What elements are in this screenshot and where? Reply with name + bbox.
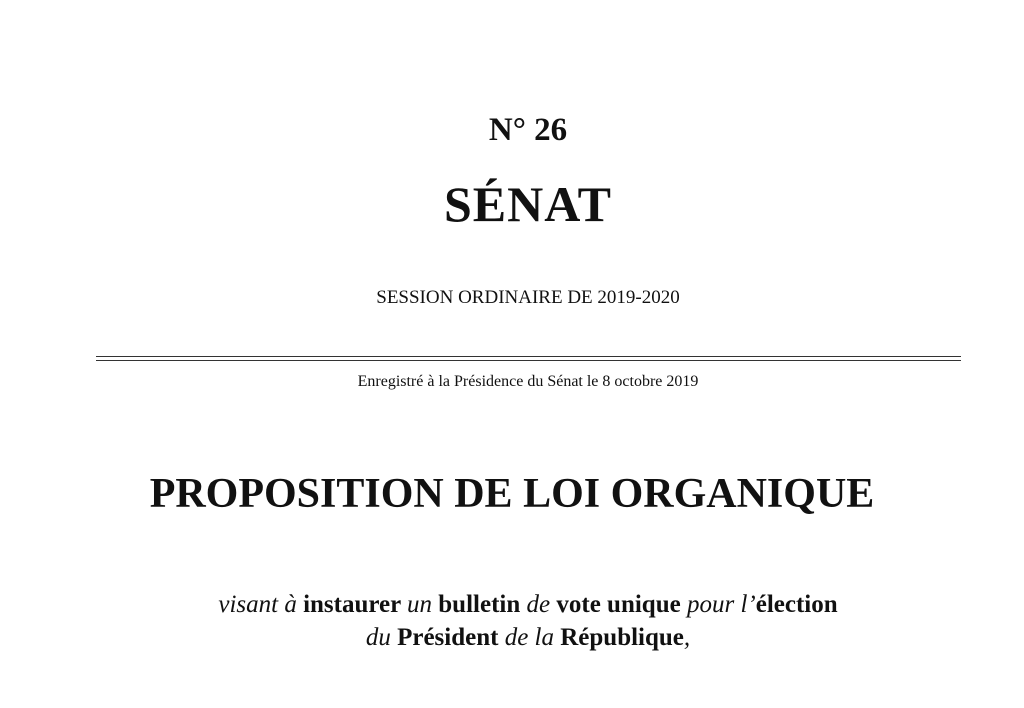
subtitle-fragment: élection <box>755 591 838 618</box>
subtitle-fragment: instaurer <box>303 591 408 618</box>
chamber-name: SÉNAT <box>443 176 612 232</box>
subtitle-fragment: vote unique <box>556 591 687 618</box>
subtitle-fragment: République <box>560 624 684 651</box>
subtitle-fragment: , <box>683 624 691 651</box>
subtitle-fragment: visant à <box>218 591 304 618</box>
subtitle-fragment: pour l’ <box>686 591 756 618</box>
document-subtitle <box>16 588 1024 654</box>
subtitle-line-1 <box>16 588 1024 621</box>
subtitle-fragment: Président <box>397 624 505 651</box>
subtitle-fragment: de la <box>504 624 561 651</box>
document-title: PROPOSITION DE LOI ORGANIQUE <box>149 471 875 517</box>
subtitle-line-2 <box>16 621 1024 654</box>
subtitle-fragment: du <box>365 624 398 651</box>
divider-line-bottom <box>96 360 961 361</box>
subtitle-fragment: un <box>407 591 439 618</box>
session-label: SESSION ORDINAIRE DE 2019-2020 <box>376 287 680 308</box>
divider-line-top <box>96 356 961 357</box>
subtitle-fragment: de <box>526 591 557 618</box>
document-number: N° 26 <box>488 112 568 148</box>
registration-date: Enregistré à la Présidence du Sénat le 8 octobre 2019 <box>357 373 699 390</box>
subtitle-fragment: bulletin <box>438 591 527 618</box>
